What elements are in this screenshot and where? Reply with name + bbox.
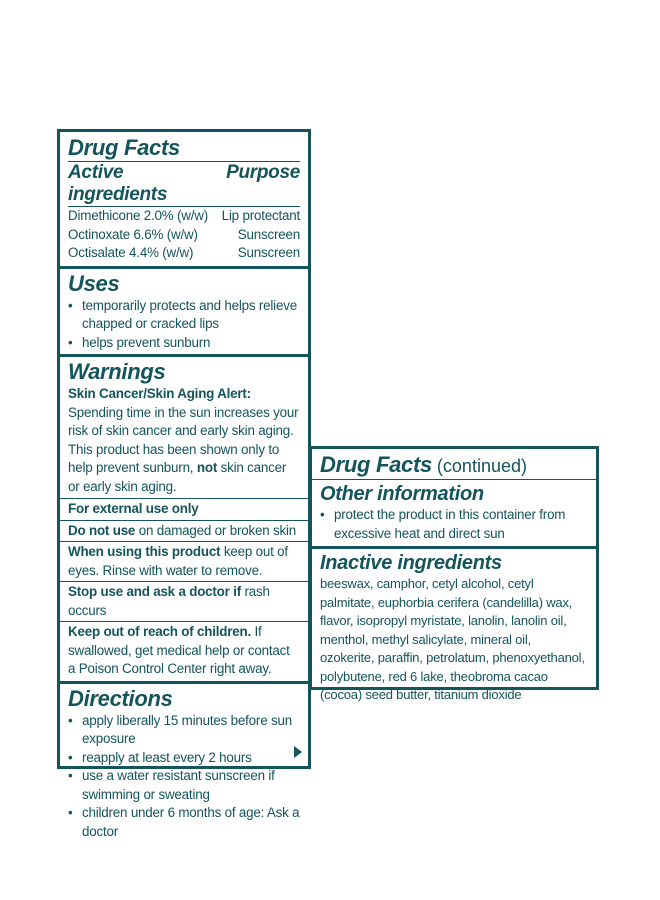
when-using-warning <box>60 542 308 582</box>
list-item: • apply liberally 15 minutes before sun exposure <box>68 712 300 749</box>
drug-facts-title: Drug Facts <box>68 135 300 162</box>
drug-facts-continued-title: Drug Facts <box>320 452 432 477</box>
ingredient-purpose: Sunscreen <box>237 226 300 242</box>
ingredient-name: Dimethicone 2.0% (w/w) <box>68 208 208 223</box>
stop-use-label: Stop use and ask a doctor if <box>68 584 241 599</box>
list-item: • reapply at least every 2 hours <box>68 749 300 768</box>
list-item: • use a water resistant sunscreen if swimming or sweating <box>68 767 300 804</box>
active-ingredients-heading: Active ingredients <box>68 162 168 205</box>
uses-section <box>60 269 308 358</box>
when-using-text: keep out of eyes. Rinse with water to remove. <box>68 544 288 578</box>
stop-use-warning <box>60 582 308 622</box>
active-ingredients-header <box>68 162 300 206</box>
directions-section <box>60 684 308 842</box>
inactive-ingredients-text: beeswax, camphor, cetyl alcohol, cetyl palmitate, euphorbia cerifera (candelilla) wax, flavor, isopropyl myristate, lanolin, lanolin oil, menthol, methyl salicylate, mineral oil, ozokerite, paraffin, petrolatum, phenoxyethanol, polybutene, red 6 lake, theobroma cacao (cocoa) seed butter, titanium dioxide <box>320 576 585 702</box>
do-not-use-text: on damaged or broken skin <box>135 522 296 538</box>
uses-heading: Uses <box>68 270 120 296</box>
alert-label: Skin Cancer/Skin Aging Alert: <box>68 386 251 401</box>
inactive-ingredients-section <box>312 549 596 705</box>
drug-facts-panel-right <box>309 446 599 702</box>
other-information-heading: Other information <box>320 483 484 505</box>
external-use-warning: For external use only <box>60 499 308 521</box>
stop-use-text: rash occurs <box>68 584 270 618</box>
continued-arrow-icon <box>294 746 302 758</box>
other-information-list <box>320 506 588 543</box>
continued-title-section <box>312 449 596 480</box>
keep-out-label: Keep out of reach of children. <box>68 624 251 639</box>
ingredient-row <box>68 226 300 245</box>
list-item: • protect the product in this container from excessive heat and direct sun <box>320 506 588 543</box>
warnings-section <box>60 357 308 499</box>
keep-out-text: If swallowed, get medical help or contact a Poison Control Center right away. <box>68 624 290 676</box>
drug-facts-panel-left <box>57 129 311 839</box>
other-information-section <box>312 480 596 549</box>
active-ingredients-section <box>60 132 308 269</box>
ingredient-name: Octinoxate 6.6% (w/w) <box>68 226 198 242</box>
list-item: • children under 6 months of age: Ask a doctor <box>68 804 300 841</box>
directions-heading: Directions <box>68 685 173 711</box>
ingredient-row <box>68 244 300 263</box>
continued-label: (continued) <box>431 456 527 476</box>
ingredient-name: Octisalate 4.4% (w/w) <box>68 245 194 260</box>
keep-out-warning <box>60 622 308 684</box>
alert-text-end: skin cancer or early skin aging. <box>68 460 287 494</box>
list-item: • temporarily protects and helps relieve chapped or cracked lips <box>68 297 300 334</box>
do-not-use-label: Do not use <box>68 522 136 538</box>
do-not-use-warning <box>60 521 308 543</box>
alert-text: Spending time in the sun increases your risk of skin cancer and early skin aging. This product has been shown only to help prevent sunburn, <box>68 404 299 475</box>
uses-list <box>68 297 300 353</box>
ingredient-purpose: Sunscreen <box>237 245 300 260</box>
ingredient-row <box>68 207 300 226</box>
ingredients-list <box>68 206 300 263</box>
skin-cancer-alert <box>68 385 300 496</box>
purpose-heading: Purpose <box>226 162 300 183</box>
ingredient-purpose: Lip protectant <box>221 208 300 223</box>
inactive-ingredients-heading: Inactive ingredients <box>320 552 502 574</box>
warnings-heading: Warnings <box>68 359 166 384</box>
directions-list <box>68 712 300 842</box>
list-item: • helps prevent sunburn <box>68 334 300 353</box>
alert-not: not <box>196 460 218 475</box>
when-using-label: When using this product <box>68 544 221 559</box>
